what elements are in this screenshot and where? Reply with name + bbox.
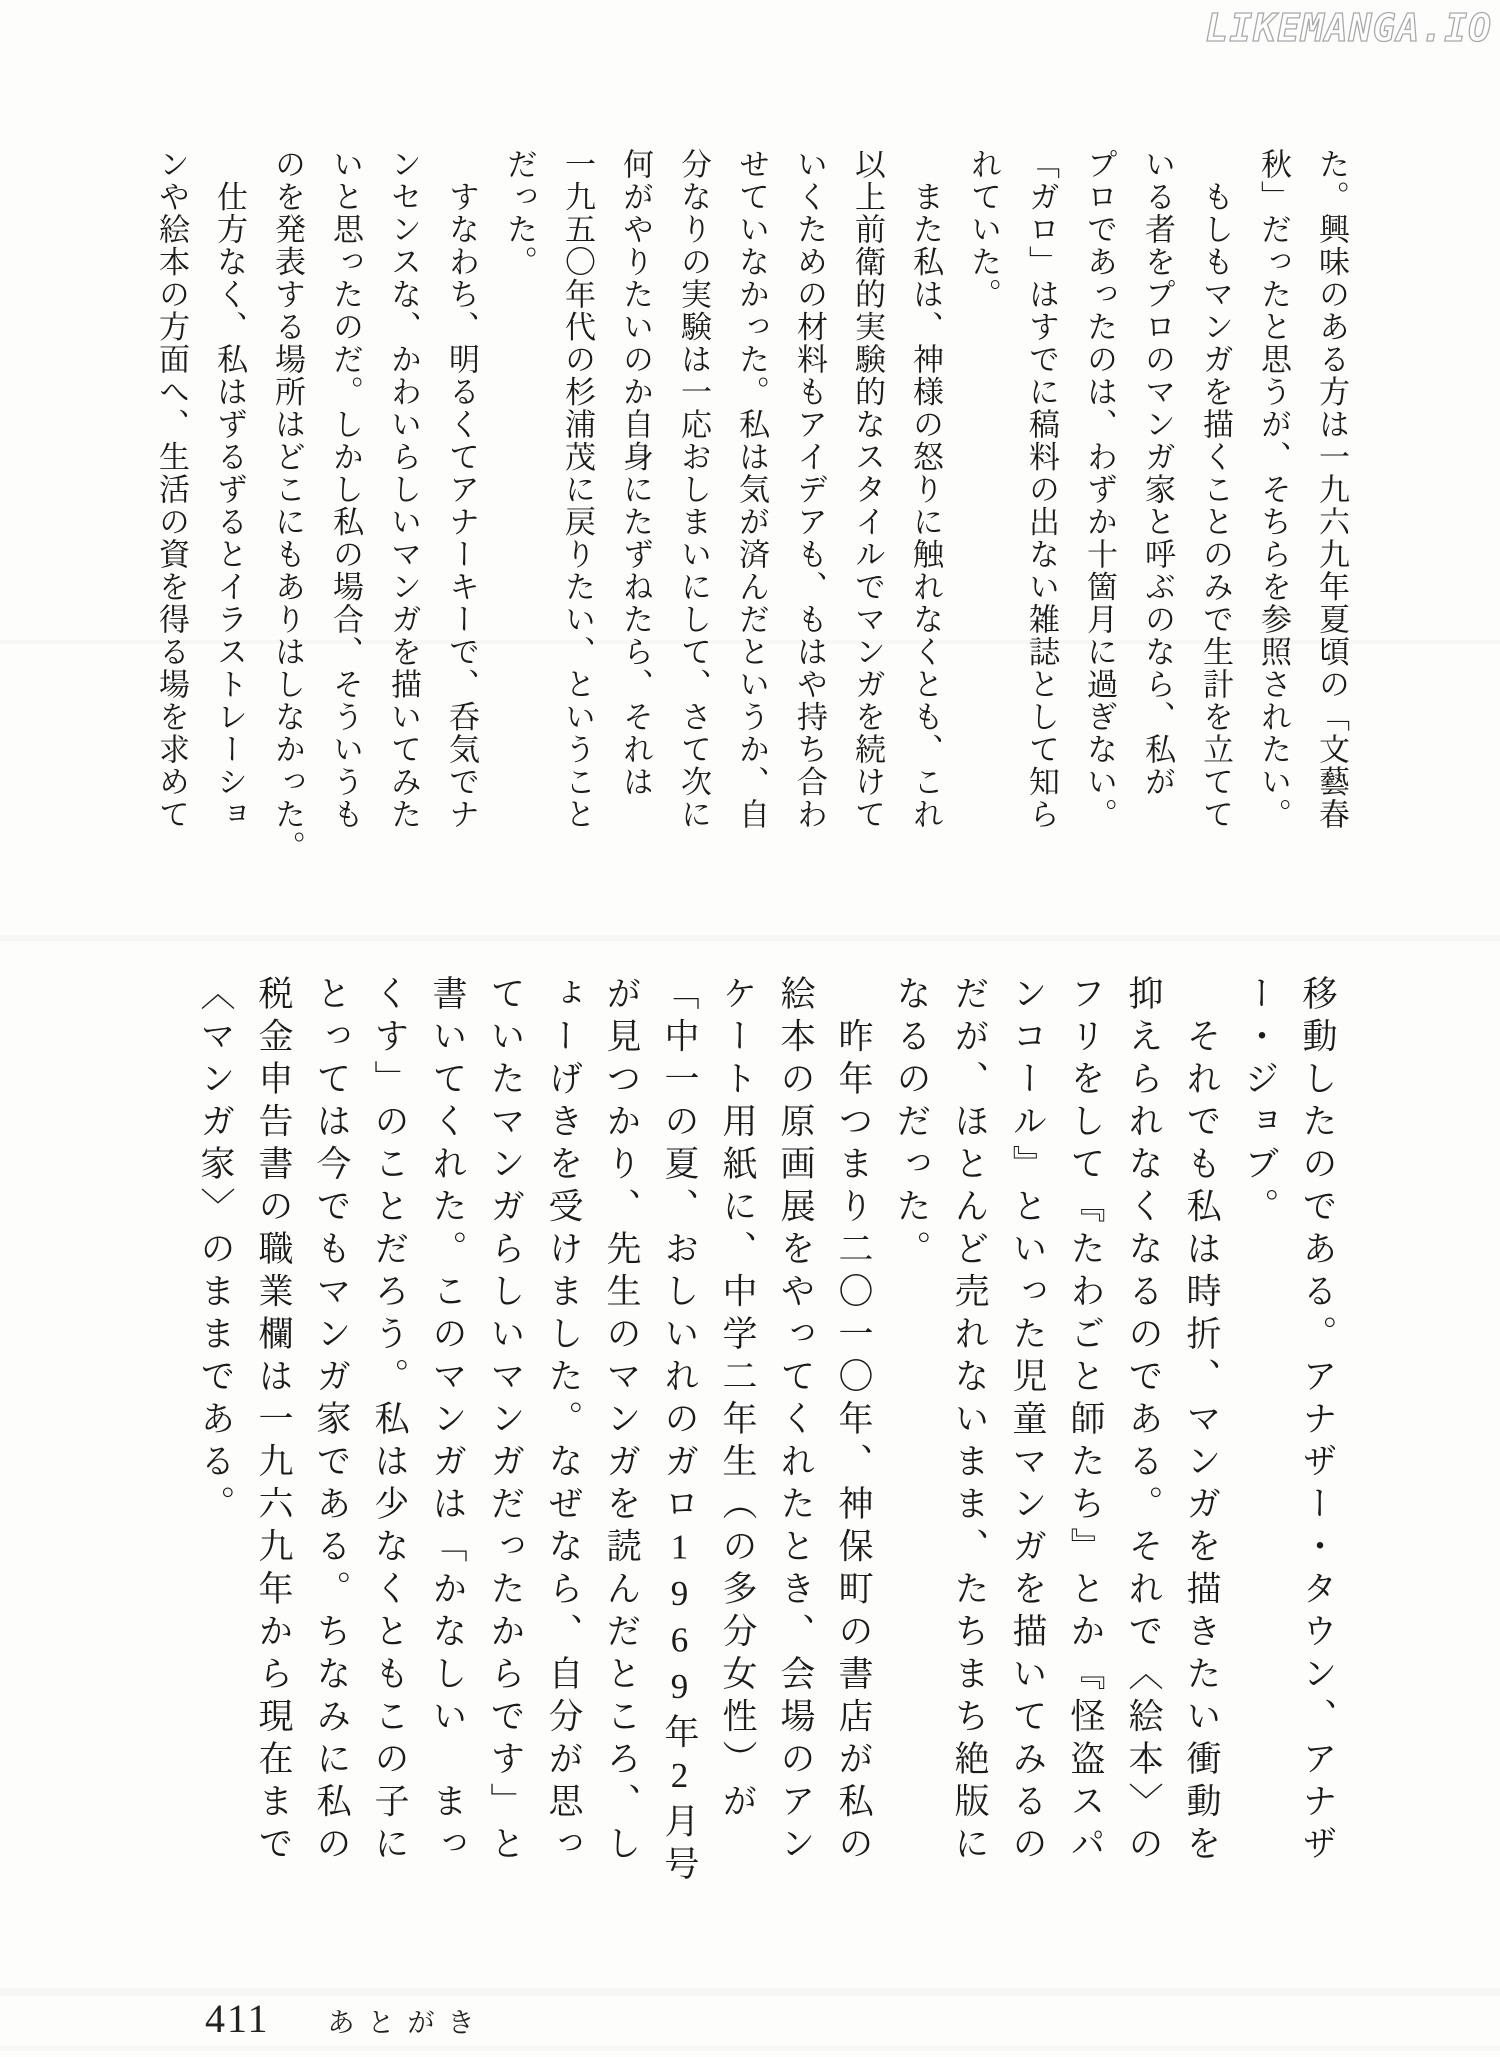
text-column: くす」のことだろう。私は少なくともこの子に xyxy=(370,975,409,1868)
text-column: ていたマンガらしいマンガだったからです」と xyxy=(486,975,525,1868)
text-column: 「ガロ」はすでに稿料の出ない雑誌として知ら xyxy=(1024,148,1059,831)
text-column: のを発表する場所はどこにもありはしなかった。 xyxy=(270,148,305,863)
text-column: 税金申告書の職業欄は一九六九年から現在まで xyxy=(254,975,293,1868)
text-column: ー・ジョブ。 xyxy=(1240,975,1279,1230)
text-column: せていなかった。私は気が済んだというか、自 xyxy=(734,148,769,831)
scan-artifact xyxy=(0,935,1500,941)
text-column: 移動したのである。アナザー・タウン、アナザ xyxy=(1298,975,1337,1868)
section-title: あとがき xyxy=(327,2008,488,2038)
text-column: 仕方なく、私はずるずるとイラストレーショ xyxy=(212,148,247,831)
text-column: いる者をプロのマンガ家と呼ぶのなら、私が xyxy=(1140,148,1175,798)
text-block-lower xyxy=(186,975,1346,1895)
text-column: それでも私は時折、マンガを描きたい衝動を xyxy=(1182,975,1221,1868)
site-watermark: LIKEMANGA.IO xyxy=(1205,6,1492,50)
text-column: ンコール』といった児童マンガを描いてみるの xyxy=(1008,975,1047,1868)
text-column: だが、ほとんど売れないまま、たちまち絶版に xyxy=(950,975,989,1868)
text-column: 分なりの実験は一応おしまいにして、さて次に xyxy=(676,148,711,831)
text-column: ンセンスな、かわいらしいマンガを描いてみた xyxy=(386,148,421,831)
text-column: ンや絵本の方面へ、生活の資を得る場を求めて xyxy=(154,148,189,831)
text-column: もしもマンガを描くことのみで生計を立てて xyxy=(1198,148,1233,831)
page-footer xyxy=(205,1995,488,2042)
text-column: なるのだった。 xyxy=(892,975,931,1273)
text-column: 秋」だったと思うが、そちらを参照されたい。 xyxy=(1256,148,1291,831)
text-column: れていた。 xyxy=(966,148,1001,311)
text-block-upper xyxy=(142,148,1360,878)
text-column: いくための材料もアイデアも、もはや持ち合わ xyxy=(792,148,827,831)
text-column: 何がやりたいのか自身にたずねたら、それは xyxy=(618,148,653,798)
text-column: とっては今でもマンガ家である。ちなみに私の xyxy=(312,975,351,1868)
text-column: 抑えられなくなるのである。それで〈絵本〉の xyxy=(1124,975,1163,1868)
text-column: だった。 xyxy=(502,148,537,278)
text-column: 一九五〇年代の杉浦茂に戻りたい、ということ xyxy=(560,148,595,831)
text-column: ょーげきを受けました。なぜなら、自分が思っ xyxy=(544,975,583,1868)
text-column: いと思ったのだ。しかし私の場合、そういうも xyxy=(328,148,363,831)
text-column: ケート用紙に、中学二年生（の多分女性）が xyxy=(718,975,757,1825)
text-column: 書いてくれた。このマンガは「かなしい まっ xyxy=(428,975,467,1868)
text-column: 昨年つまり二〇一〇年、神保町の書店が私の xyxy=(834,975,873,1868)
page-number: 411 xyxy=(205,1996,270,2041)
text-column: が見つかり、先生のマンガを読んだところ、し xyxy=(602,975,641,1868)
text-column: フリをして『たわごと師たち』とか『怪盗スパ xyxy=(1066,975,1105,1868)
text-column: プロであったのは、わずか十箇月に過ぎない。 xyxy=(1082,148,1117,831)
text-column: 「中一の夏、おしいれのガロ1969年2月号 xyxy=(660,975,699,1888)
text-column: また私は、神様の怒りに触れなくとも、これ xyxy=(908,148,943,831)
text-column: 以上前衛的実験的なスタイルでマンガを続けて xyxy=(850,148,885,831)
scan-artifact xyxy=(0,2046,1500,2051)
text-column: 絵本の原画展をやってくれたとき、会場のアン xyxy=(776,975,815,1868)
text-column: 〈マンガ家〉のままである。 xyxy=(196,975,235,1528)
text-column: た。興味のある方は一九六九年夏頃の「文藝春 xyxy=(1314,148,1349,831)
text-column: すなわち、明るくてアナーキーで、呑気でナ xyxy=(444,148,479,831)
